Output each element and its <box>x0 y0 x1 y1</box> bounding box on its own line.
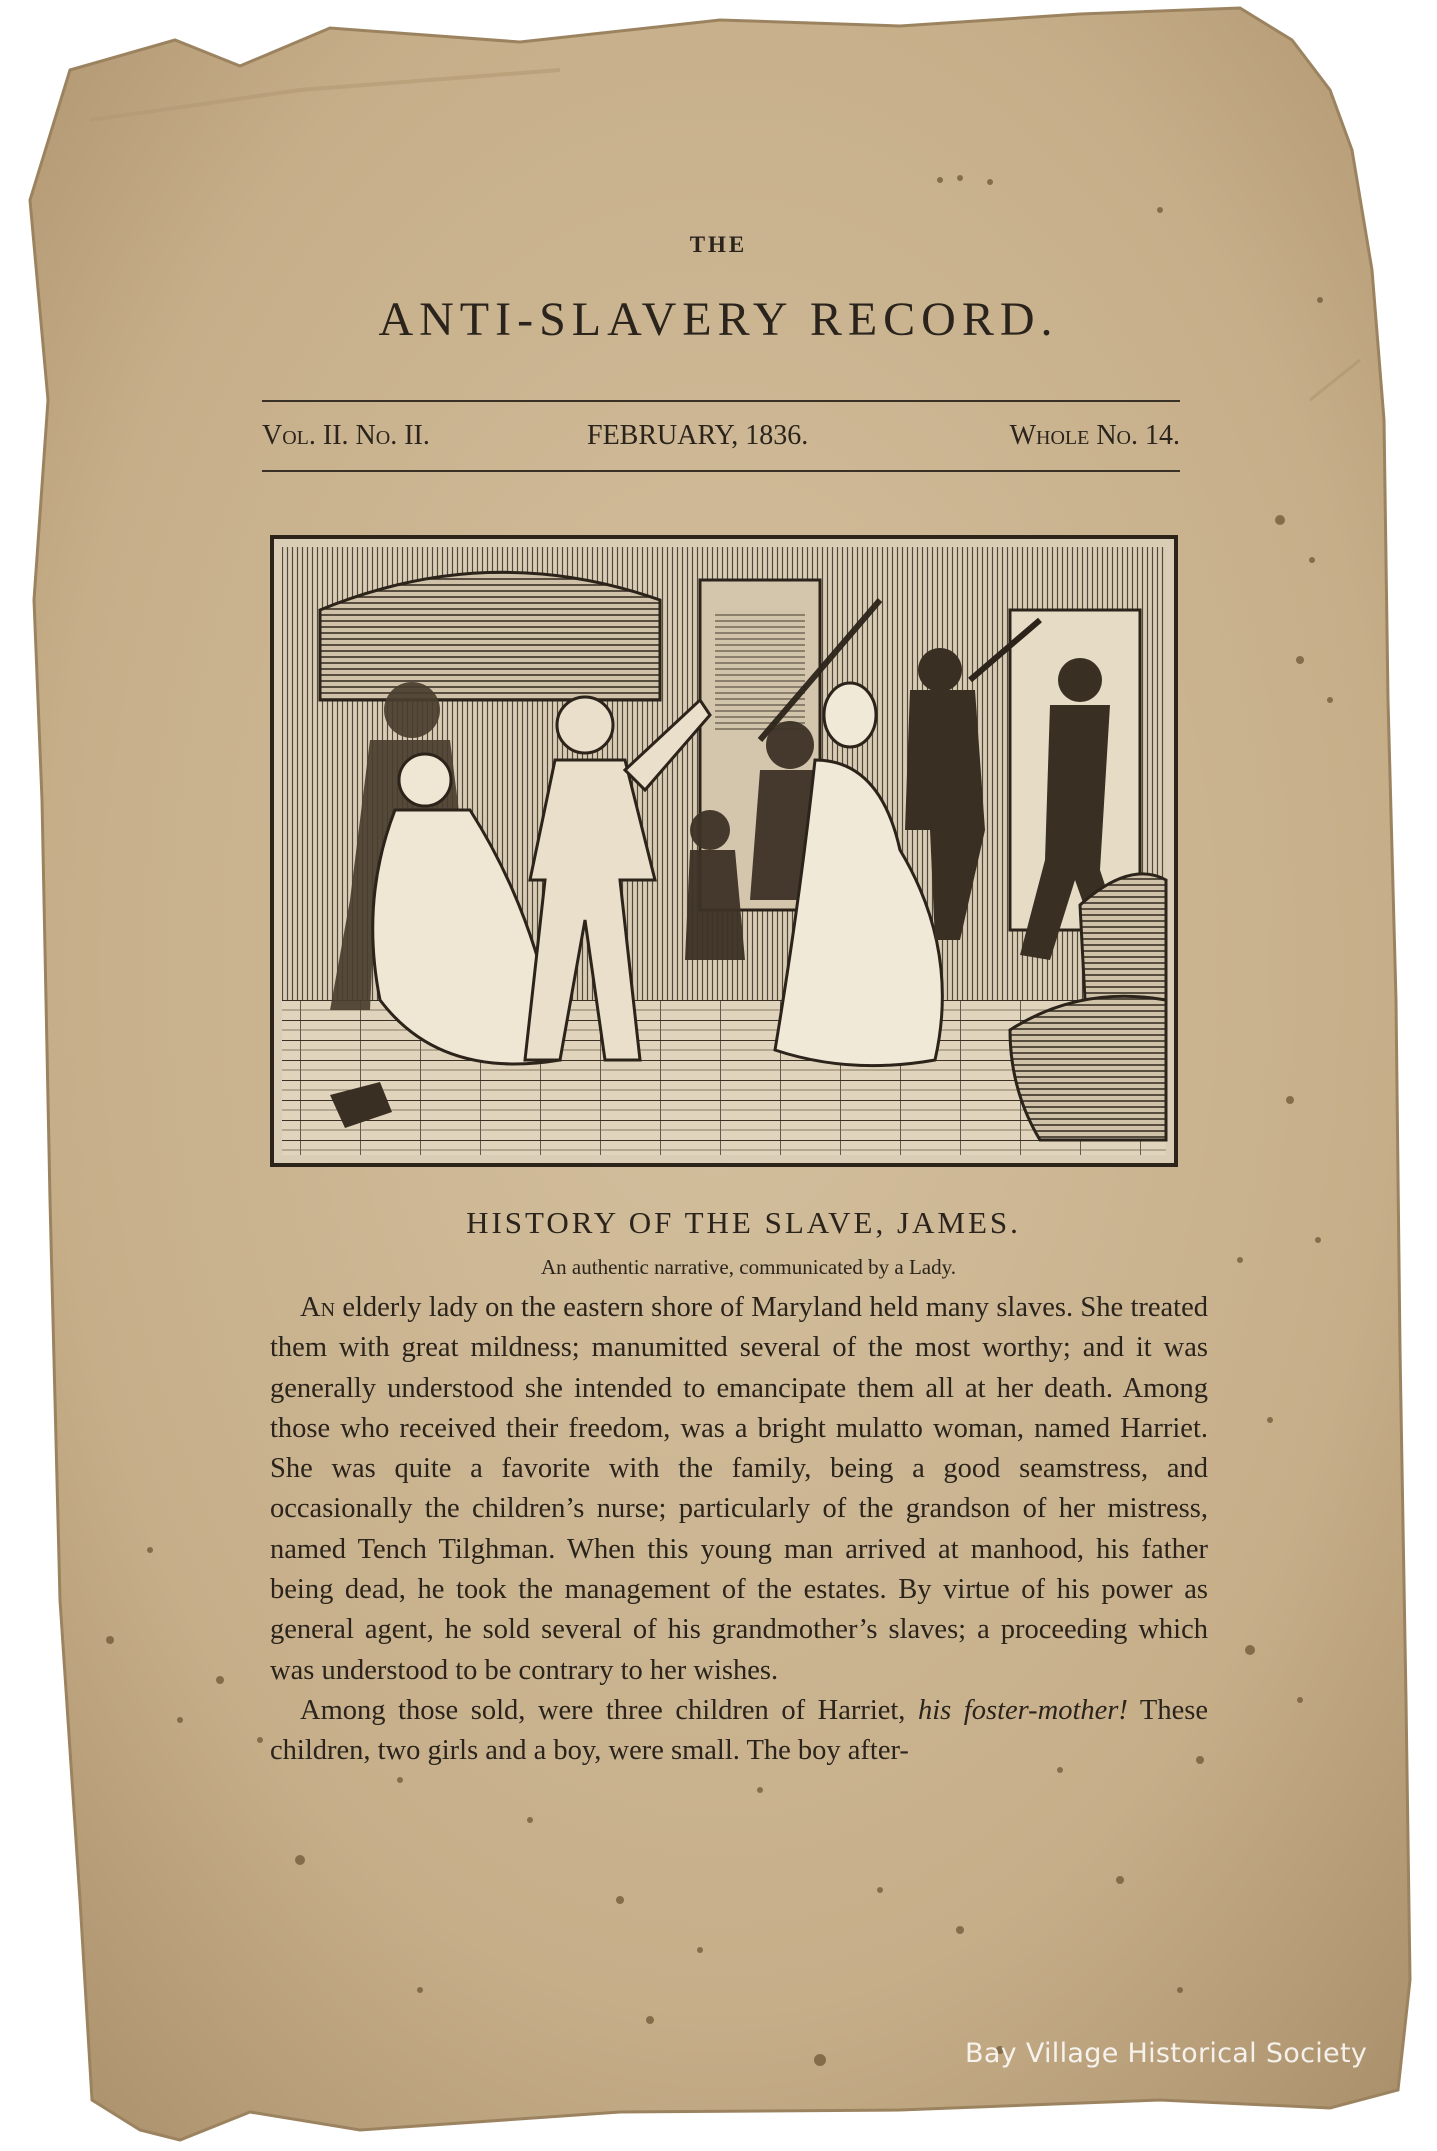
volume-number: Vol. II. No. II. <box>262 420 430 451</box>
paragraph-2-end: These children, two girls and a boy, were small. The boy after- <box>270 1694 1208 1767</box>
top-rule <box>262 400 1180 402</box>
paragraph-lead-word: An <box>300 1292 336 1323</box>
paragraph-2 <box>270 1691 1208 1772</box>
publication-title: ANTI-SLAVERY RECORD. <box>378 293 1059 346</box>
issue-date: FEBRUARY, 1836. <box>587 420 809 451</box>
article-title: HISTORY OF THE SLAVE, JAMES. <box>466 1205 1021 1240</box>
masthead-kicker: THE <box>689 232 748 257</box>
paragraph-2-italic: his foster-mother! <box>918 1694 1128 1726</box>
watermark: Bay Village Historical Society <box>965 2038 1368 2069</box>
issue-line <box>262 420 1180 460</box>
paragraph-1-text: elderly lady on the eastern shore of Maryland held many slaves. She treated them with great mildness; manumitted several of the most worthy; and it was generally understood she intended to emancipate them all at her death. Among those who received their freedom, was a bright mulatto woman, named Harriet. She was quite a favorite with the family, being a good seamstress, and occasionally the children’s nurse; particularly of the grandson of her mistress, named Tench Tilghman. When this young man arrived at manhood, his father being dead, he took the management of the estates. By virtue of his power as general agent, he sold several of his grandmother’s slaves; a proceeding which was understood to be contrary to her wishes. <box>270 1292 1208 1686</box>
article-subtitle: An authentic narrative, communicated by a Lady. <box>541 1255 956 1279</box>
article-body <box>270 1288 1208 1772</box>
paragraph-2-start: Among those sold, were three children of Harriet, <box>300 1694 918 1726</box>
whole-number: Whole No. 14. <box>1009 420 1180 451</box>
bottom-rule <box>262 470 1180 472</box>
paragraph-1 <box>270 1288 1208 1691</box>
